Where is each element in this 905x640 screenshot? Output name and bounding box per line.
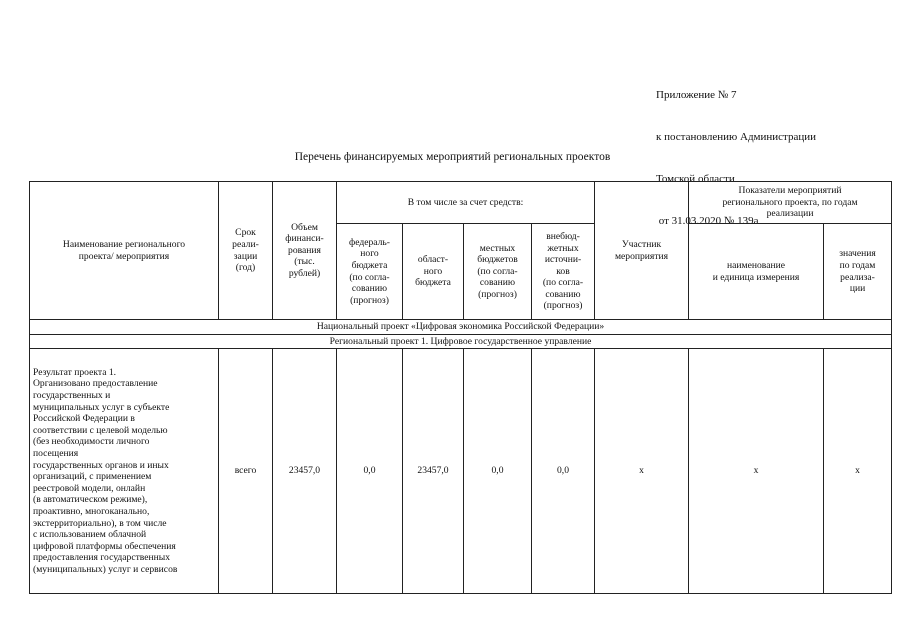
header-term: Срок реали- зации (год) bbox=[219, 182, 273, 320]
result-description: Результат проекта 1. Организовано предоставление государственных и муниципальных услуг в субъекте Российской Федерации в соответствии с целевой моделью (без необходимости личного посещения государственных органов и иных организаций, с применением реестровой модели, онлайн (в автоматическом режиме), проактивно, многоканально, экстерриториально), в том числе с использованием облачной цифровой платформы обеспечения предоставления государственных (муниципальных) услуг и сервисов bbox=[30, 349, 219, 594]
projects-table bbox=[29, 181, 892, 594]
cell-participant: x bbox=[595, 349, 689, 594]
header-indicator-values: значения по годам реализа- ции bbox=[824, 224, 892, 320]
header-indicators-group: Показатели мероприятий регионального проекта, по годам реализации bbox=[689, 182, 892, 224]
header-local: местных бюджетов (по согла- сованию (прогноз) bbox=[464, 224, 532, 320]
cell-local: 0,0 bbox=[464, 349, 532, 594]
appendix-line-2: к постановлению Администрации bbox=[656, 131, 817, 143]
header-row-1 bbox=[30, 182, 892, 224]
appendix-line-3: Томской области bbox=[656, 173, 735, 185]
regional-project-row bbox=[30, 334, 892, 349]
header-indicator-name: наименование и единица измерения bbox=[689, 224, 824, 320]
header-extra: внебюд- жетных источни- ков (по согла- сованию (прогноз) bbox=[532, 224, 595, 320]
document-title: Перечень финансируемых мероприятий региональных проектов bbox=[294, 151, 611, 163]
header-name: Наименование регионального проекта/ мероприятия bbox=[30, 182, 219, 320]
national-project-row bbox=[30, 320, 892, 335]
header-sources-group: В том числе за счет средств: bbox=[337, 182, 595, 224]
cell-federal: 0,0 bbox=[337, 349, 403, 594]
appendix-line-4: от 31.03.2020 № 139а bbox=[656, 215, 759, 227]
header-participant: Участник мероприятия bbox=[595, 182, 689, 320]
cell-indicator-name: x bbox=[689, 349, 824, 594]
regional-project-label: Региональный проект 1. Цифровое государственное управление bbox=[30, 334, 892, 349]
header-regional: област- ного бюджета bbox=[403, 224, 464, 320]
cell-extra: 0,0 bbox=[532, 349, 595, 594]
cell-regional: 23457,0 bbox=[403, 349, 464, 594]
table-row bbox=[30, 349, 892, 594]
appendix-line-1: Приложение № 7 bbox=[656, 89, 737, 101]
national-project-label: Национальный проект «Цифровая экономика Российской Федерации» bbox=[30, 320, 892, 335]
cell-term: всего bbox=[219, 349, 273, 594]
cell-indicator-values: x bbox=[824, 349, 892, 594]
header-federal: федераль- ного бюджета (по согла- сованию (прогноз) bbox=[337, 224, 403, 320]
cell-volume: 23457,0 bbox=[273, 349, 337, 594]
header-volume: Объем финанси- рования (тыс. рублей) bbox=[273, 182, 337, 320]
